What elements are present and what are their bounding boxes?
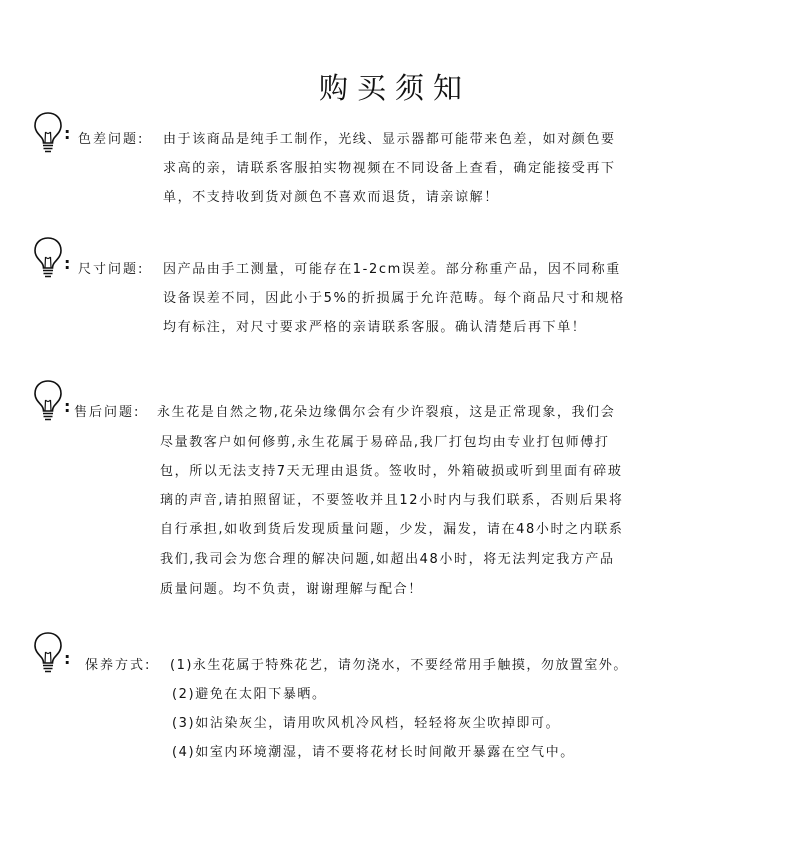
text-line: (2)避免在太阳下暴晒。 <box>172 687 327 702</box>
section-label: 售后问题: <box>74 405 141 420</box>
lightbulb-icon <box>32 235 64 279</box>
text-line: 质量问题。均不负责，谢谢理解与配合！ <box>160 582 423 597</box>
text-line: (1)永生花属于特殊花艺，请勿浇水，不要经常用手触摸，勿放置室外。 <box>170 658 628 673</box>
text-line: 由于该商品是纯手工制作，光线、显示器都可能带来色差，如对颜色要 <box>163 132 616 147</box>
bullet-colon: : <box>64 649 71 668</box>
text-line: 璃的声音,请拍照留证，不要签收并且12小时内与我们联系，否则后果将 <box>160 493 624 508</box>
section-label: 尺寸问题: <box>78 262 145 277</box>
section-label: 保养方式: <box>85 658 152 673</box>
text-line: (3)如沾染灰尘，请用吹风机冷风档，轻轻将灰尘吹掉即可。 <box>172 716 561 731</box>
page-title: 购买须知 <box>318 71 471 105</box>
bullet-colon: : <box>64 397 71 416</box>
text-line: 单，不支持收到货对颜色不喜欢而退货，请亲谅解！ <box>163 190 499 205</box>
text-line: 尽量教客户如何修剪,永生花属于易碎品,我厂打包均由专业打包师傅打 <box>160 435 610 450</box>
bullet-colon: : <box>64 254 71 273</box>
lightbulb-icon <box>32 378 64 422</box>
text-line: (4)如室内环境潮湿，请不要将花材长时间敞开暴露在空气中。 <box>172 745 575 760</box>
lightbulb-icon <box>32 630 64 674</box>
text-line: 因产品由手工测量，可能存在1-2cm误差。部分称重产品，因不同称重 <box>163 262 621 277</box>
text-line: 我们,我司会为您合理的解决问题,如超出48小时，将无法判定我方产品 <box>160 552 615 567</box>
text-line: 均有标注，对尺寸要求严格的亲请联系客服。确认清楚后再下单！ <box>163 320 587 335</box>
section-label: 色差问题: <box>78 132 145 147</box>
text-line: 包，所以无法支持7天无理由退货。签收时，外箱破损或听到里面有碎玻 <box>160 464 623 479</box>
text-line: 永生花是自然之物,花朵边缘偶尔会有少许裂痕，这是正常现象，我们会 <box>157 405 616 420</box>
text-line: 自行承担,如收到货后发现质量问题，少发，漏发，请在48小时之内联系 <box>160 522 624 537</box>
bullet-colon: : <box>64 124 71 143</box>
text-line: 求高的亲，请联系客服拍实物视频在不同设备上查看，确定能接受再下 <box>163 161 616 176</box>
text-line: 设备误差不同，因此小于5%的折损属于允许范畴。每个商品尺寸和规格 <box>163 291 625 306</box>
lightbulb-icon <box>32 110 64 154</box>
